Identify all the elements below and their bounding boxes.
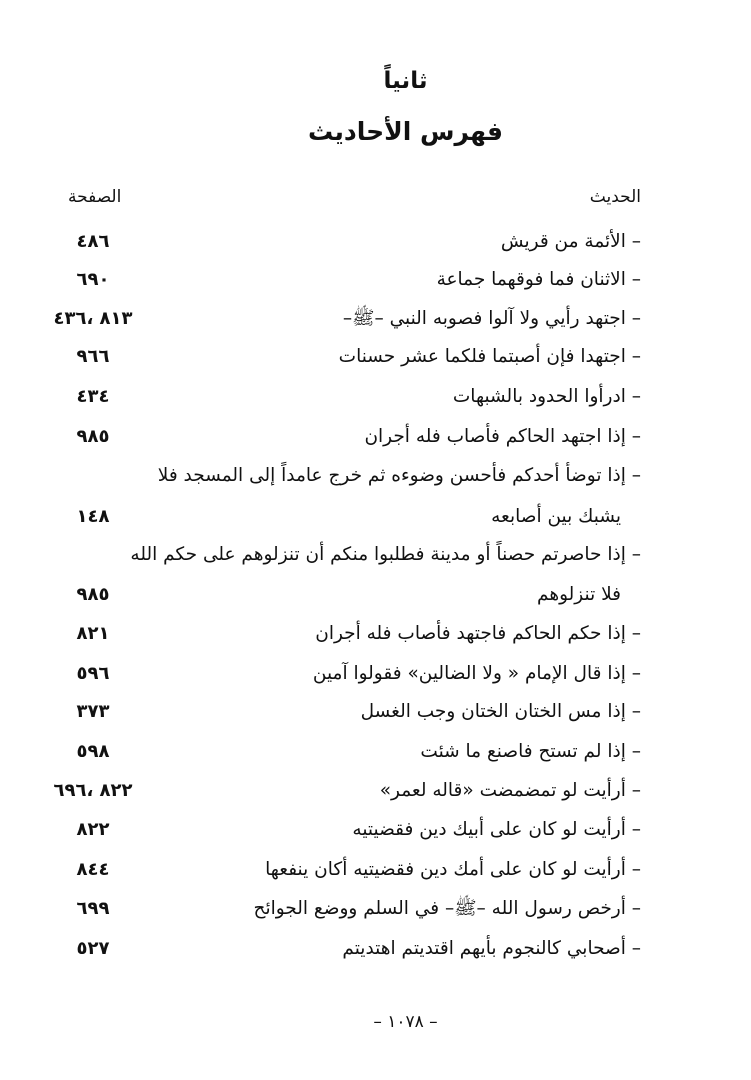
page-title: فهرس الأحاديث	[308, 117, 503, 146]
page-number: – ١٠٧٨ –	[373, 1012, 438, 1032]
hadith-text: – الأئمة من قريش	[500, 231, 641, 252]
hadith-text: – أرخص رسول الله –ﷺ– في السلم ووضع الجوائح	[253, 898, 641, 919]
page-reference: ٨٤٤	[76, 859, 110, 880]
hadith-text: – أرأيت لو تمضمضت «قاله لعمر»	[379, 780, 641, 801]
hadith-text: – أرأيت لو كان على أبيك دين فقضيتيه	[352, 819, 641, 840]
column-header-hadith: الحديث	[589, 187, 641, 207]
hadith-text: – اجتهدا فإن أصبتما فلكما عشر حسنات	[338, 346, 641, 367]
page-reference: ٤٨٦	[76, 231, 110, 252]
hadith-text: – إذا توضأ أحدكم فأحسن وضوءه ثم خرج عامداً إلى المسجد فلا	[157, 465, 641, 486]
list-item	[0, 736, 751, 768]
list-item	[0, 618, 751, 650]
page-reference: ٣٧٣	[76, 701, 110, 722]
page-reference: ٥٩٨	[76, 741, 110, 762]
hadith-text: – اجتهد رأيي ولا آلوا فصوبه النبي –ﷺ–	[342, 308, 641, 329]
list-item	[0, 854, 751, 886]
hadith-text: – إذا لم تستح فاصنع ما شئت	[420, 741, 641, 762]
list-item	[0, 381, 751, 413]
list-item	[0, 264, 751, 296]
page-reference: ٩٨٥	[76, 584, 110, 605]
page-reference: ٥٢٧	[76, 938, 110, 959]
list-item	[0, 893, 751, 925]
hadith-text: يشبك بين أصابعه	[491, 506, 621, 527]
list-item	[0, 341, 751, 373]
list-item	[0, 501, 751, 533]
hadith-text: – إذا حاصرتم حصناً أو مدينة فطلبوا منكم أن تنزلوهم على حكم الله	[130, 544, 641, 565]
hadith-text: – إذا مس الختان الختان وجب الغسل	[360, 701, 641, 722]
page-reference: ٦٩٩	[76, 898, 110, 919]
hadith-text: – إذا حكم الحاكم فاجتهد فأصاب فله أجران	[315, 623, 641, 644]
page-reference: ٨١٣ ،٤٣٦	[53, 308, 133, 329]
list-item	[0, 303, 751, 335]
section-number: ثانياً	[383, 68, 428, 94]
column-header-page: الصفحة	[68, 187, 122, 207]
page-reference: ٨٢٢ ،٦٩٦	[53, 780, 133, 801]
page-reference: ٥٩٦	[76, 663, 110, 684]
list-item	[0, 696, 751, 728]
hadith-text: – أرأيت لو كان على أمك دين فقضيتيه أكان ينفعها	[265, 859, 641, 880]
list-item	[0, 658, 751, 690]
page-reference: ٨٢٢	[76, 819, 110, 840]
list-item	[0, 579, 751, 611]
page-reference: ٩٦٦	[76, 346, 110, 367]
list-item	[0, 539, 751, 571]
page-reference: ٤٣٤	[76, 386, 110, 407]
list-item	[0, 933, 751, 965]
hadith-text: – إذا قال الإمام « ولا الضالين» فقولوا آمين	[312, 663, 641, 684]
list-item	[0, 775, 751, 807]
hadith-text: – ادرأوا الحدود بالشبهات	[452, 386, 641, 407]
hadith-text: فلا تنزلوهم	[537, 584, 621, 605]
page-reference: ٩٨٥	[76, 426, 110, 447]
list-item	[0, 814, 751, 846]
list-item	[0, 421, 751, 453]
hadith-text: – إذا اجتهد الحاكم فأصاب فله أجران	[364, 426, 641, 447]
hadith-text: – الاثنان فما فوقهما جماعة	[436, 269, 641, 290]
page-reference: ١٤٨	[76, 506, 110, 527]
list-item	[0, 226, 751, 258]
list-item	[0, 460, 751, 492]
page-reference: ٨٢١	[76, 623, 110, 644]
hadith-text: – أصحابي كالنجوم بأيهم اقتديتم اهتديتم	[342, 938, 641, 959]
page-reference: ٦٩٠	[76, 269, 110, 290]
